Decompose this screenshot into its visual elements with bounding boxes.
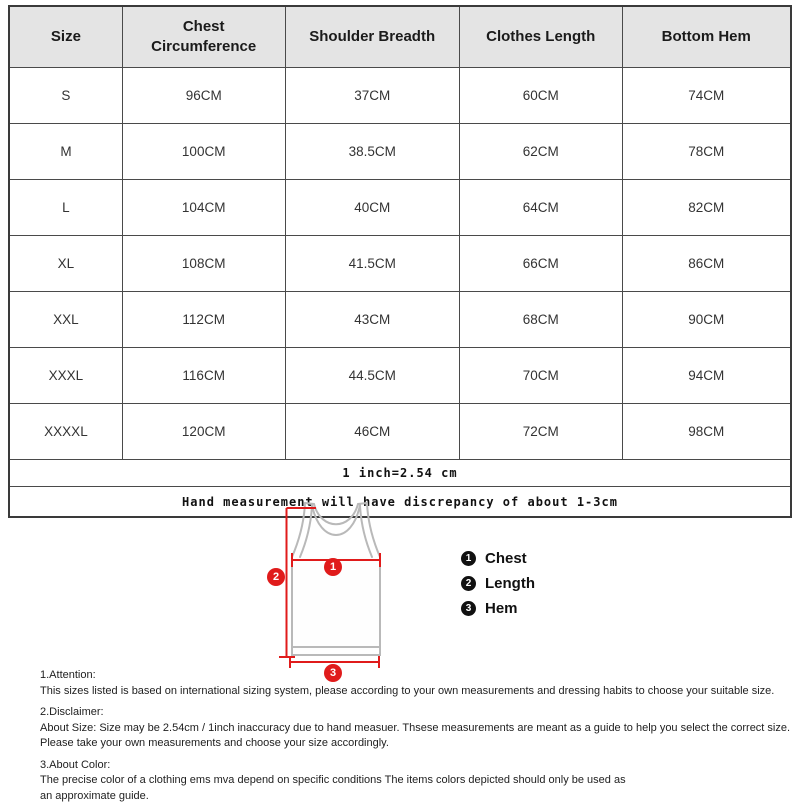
size-value-cell: 38.5CM <box>285 124 459 180</box>
footnote-line: Please take your own measurements and choose your size accordingly. <box>40 737 389 749</box>
column-header: Bottom Hem <box>622 6 791 68</box>
size-value-cell: 96CM <box>122 68 285 124</box>
size-value-cell: 41.5CM <box>285 236 459 292</box>
size-value-cell: XL <box>9 236 122 292</box>
legend-label: Chest <box>485 549 527 567</box>
size-value-cell: 78CM <box>622 124 791 180</box>
legend-label: Length <box>485 574 535 592</box>
table-header-row <box>9 6 791 68</box>
length-callout-badge-icon: 2 <box>267 568 285 586</box>
legend-item <box>461 600 535 616</box>
column-header: Size <box>9 6 122 68</box>
column-header: Shoulder Breadth <box>285 6 459 68</box>
measurement-legend <box>461 550 535 616</box>
size-value-cell: 108CM <box>122 236 285 292</box>
size-row <box>9 404 791 460</box>
size-value-cell: 44.5CM <box>285 348 459 404</box>
size-row <box>9 124 791 180</box>
size-value-cell: 86CM <box>622 236 791 292</box>
size-row <box>9 348 791 404</box>
footnote-line: This sizes listed is based on international sizing system, please according to your own measurements and dressing habits to choose your suitable size. <box>40 684 775 697</box>
legend-bullet-icon: 3 <box>461 601 476 616</box>
size-value-cell: 72CM <box>459 404 622 460</box>
size-value-cell: 90CM <box>622 292 791 348</box>
footnote-paragraph <box>40 705 791 752</box>
size-value-cell: 100CM <box>122 124 285 180</box>
size-row <box>9 68 791 124</box>
size-value-cell: 60CM <box>459 68 622 124</box>
footnote-line: About Size: Size may be 2.54cm / 1inch inaccuracy due to hand measuer. Thsese measurements are meant as a guide to help you select the correct size. <box>40 721 791 734</box>
size-value-cell: 112CM <box>122 292 285 348</box>
size-value-cell: 94CM <box>622 348 791 404</box>
size-value-cell: XXXL <box>9 348 122 404</box>
legend-item <box>461 550 535 566</box>
column-header: Clothes Length <box>459 6 622 68</box>
footnote-title: 2.Disclaimer: <box>40 706 104 718</box>
size-value-cell: 40CM <box>285 180 459 236</box>
size-value-cell: S <box>9 68 122 124</box>
size-value-cell: 64CM <box>459 180 622 236</box>
size-value-cell: M <box>9 124 122 180</box>
size-value-cell: 82CM <box>622 180 791 236</box>
size-value-cell: 70CM <box>459 348 622 404</box>
footnotes-section <box>40 668 791 810</box>
table-note-row <box>9 460 791 487</box>
legend-item <box>461 575 535 591</box>
size-value-cell: 46CM <box>285 404 459 460</box>
size-value-cell: 43CM <box>285 292 459 348</box>
legend-bullet-icon: 2 <box>461 576 476 591</box>
size-table <box>8 5 792 518</box>
hem-callout-badge-icon: 3 <box>324 664 342 682</box>
size-value-cell: 68CM <box>459 292 622 348</box>
column-header: Chest Circumference <box>122 6 285 68</box>
size-value-cell: L <box>9 180 122 236</box>
size-value-cell: 98CM <box>622 404 791 460</box>
size-value-cell: 120CM <box>122 404 285 460</box>
size-value-cell: 74CM <box>622 68 791 124</box>
size-value-cell: 116CM <box>122 348 285 404</box>
size-value-cell: 66CM <box>459 236 622 292</box>
size-row <box>9 236 791 292</box>
size-row <box>9 180 791 236</box>
size-row <box>9 292 791 348</box>
legend-bullet-icon: 1 <box>461 551 476 566</box>
size-value-cell: XXXXL <box>9 404 122 460</box>
footnote-paragraph <box>40 668 785 699</box>
footnote-title: 1.Attention: <box>40 669 96 681</box>
size-value-cell: 104CM <box>122 180 285 236</box>
size-value-cell: 62CM <box>459 124 622 180</box>
footnote-line: The precise color of a clothing ems mva depend on specific conditions The items colors depicted should only be used as <box>40 774 626 786</box>
table-note-text: 1 inch=2.54 cm <box>9 460 791 487</box>
legend-label: Hem <box>485 599 518 617</box>
size-value-cell: XXL <box>9 292 122 348</box>
footnote-line: an approximate guide. <box>40 789 149 802</box>
vest-outline-drawing <box>250 495 465 695</box>
chest-callout-badge-icon: 1 <box>324 558 342 576</box>
footnote-paragraph <box>40 758 785 805</box>
footnote-title: 3.About Color: <box>40 758 111 771</box>
size-value-cell: 37CM <box>285 68 459 124</box>
table-note-text: Hand measurement will have discrepancy of about 1-3cm <box>9 487 791 518</box>
